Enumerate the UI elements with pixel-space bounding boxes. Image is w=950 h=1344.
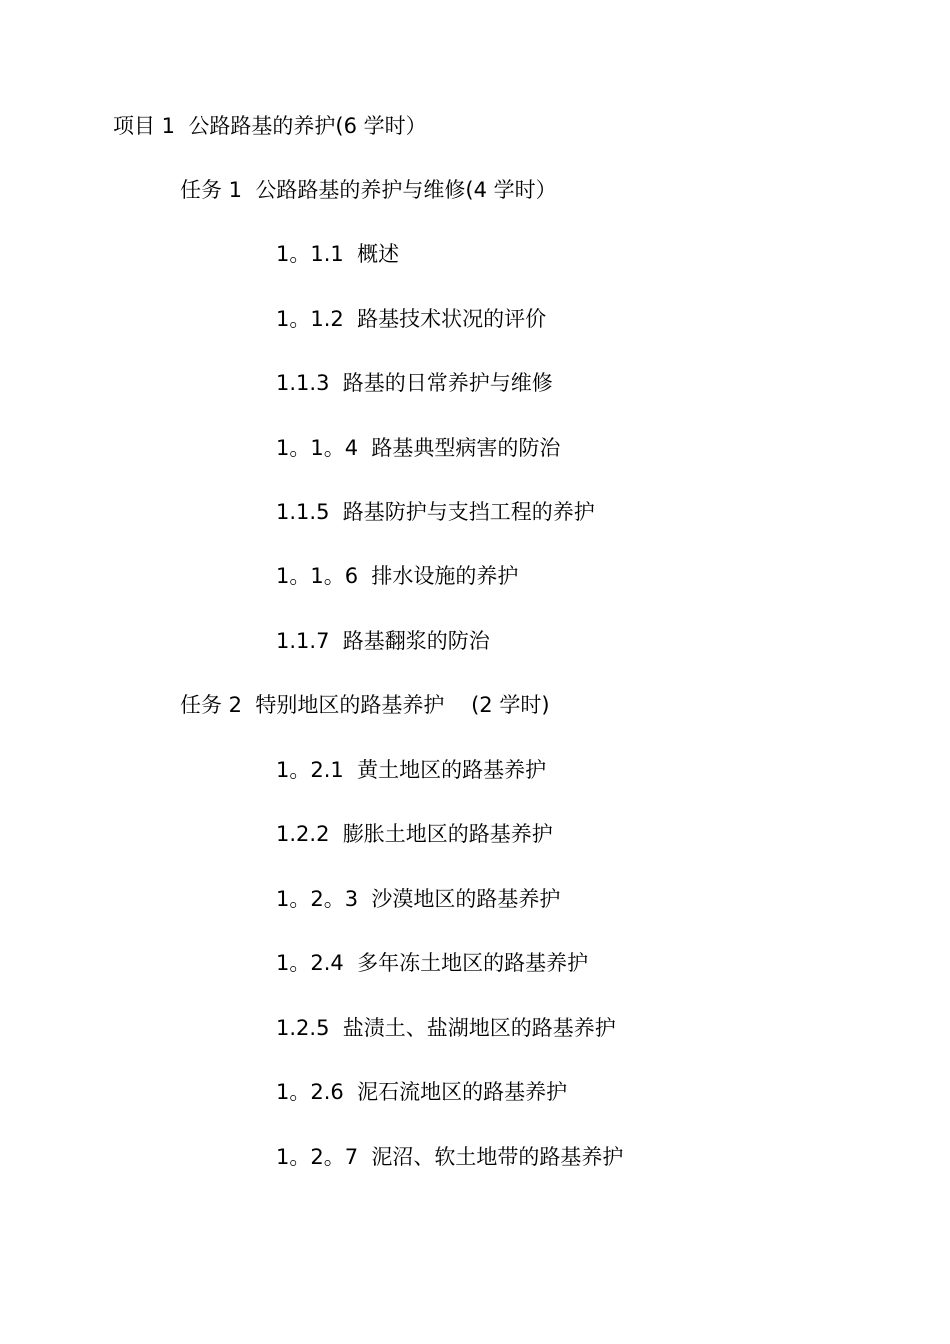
- section-1-1-7: 1.1.7 路基翻浆的防治: [276, 629, 490, 653]
- section-1-2-5: 1.2.5 盐渍土、盐湖地区的路基养护: [276, 1016, 616, 1040]
- section-1-1-1: 1。1.1 概述: [276, 242, 400, 266]
- section-1-2-2: 1.2.2 膨胀土地区的路基养护: [276, 822, 553, 846]
- section-1-1-6: 1。1。6 排水设施的养护: [276, 564, 519, 588]
- task-1-heading: 任务 1 公路路基的养护与维修(4 学时）: [180, 178, 557, 202]
- section-1-2-6: 1。2.6 泥石流地区的路基养护: [276, 1080, 568, 1104]
- section-1-2-7: 1。2。7 泥沼、软土地带的路基养护: [276, 1145, 624, 1169]
- section-1-1-5: 1.1.5 路基防护与支挡工程的养护: [276, 500, 595, 524]
- section-1-1-2: 1。1.2 路基技术状况的评价: [276, 307, 547, 331]
- section-1-2-3: 1。2。3 沙漠地区的路基养护: [276, 887, 561, 911]
- section-1-1-4: 1。1。4 路基典型病害的防治: [276, 436, 561, 460]
- section-1-1-3: 1.1.3 路基的日常养护与维修: [276, 371, 553, 395]
- section-1-2-1: 1。2.1 黄土地区的路基养护: [276, 758, 547, 782]
- project-heading: 项目 1 公路路基的养护(6 学时）: [113, 114, 427, 138]
- section-1-2-4: 1。2.4 多年冻土地区的路基养护: [276, 951, 589, 975]
- task-2-heading: 任务 2 特别地区的路基养护 (2 学时): [180, 693, 550, 717]
